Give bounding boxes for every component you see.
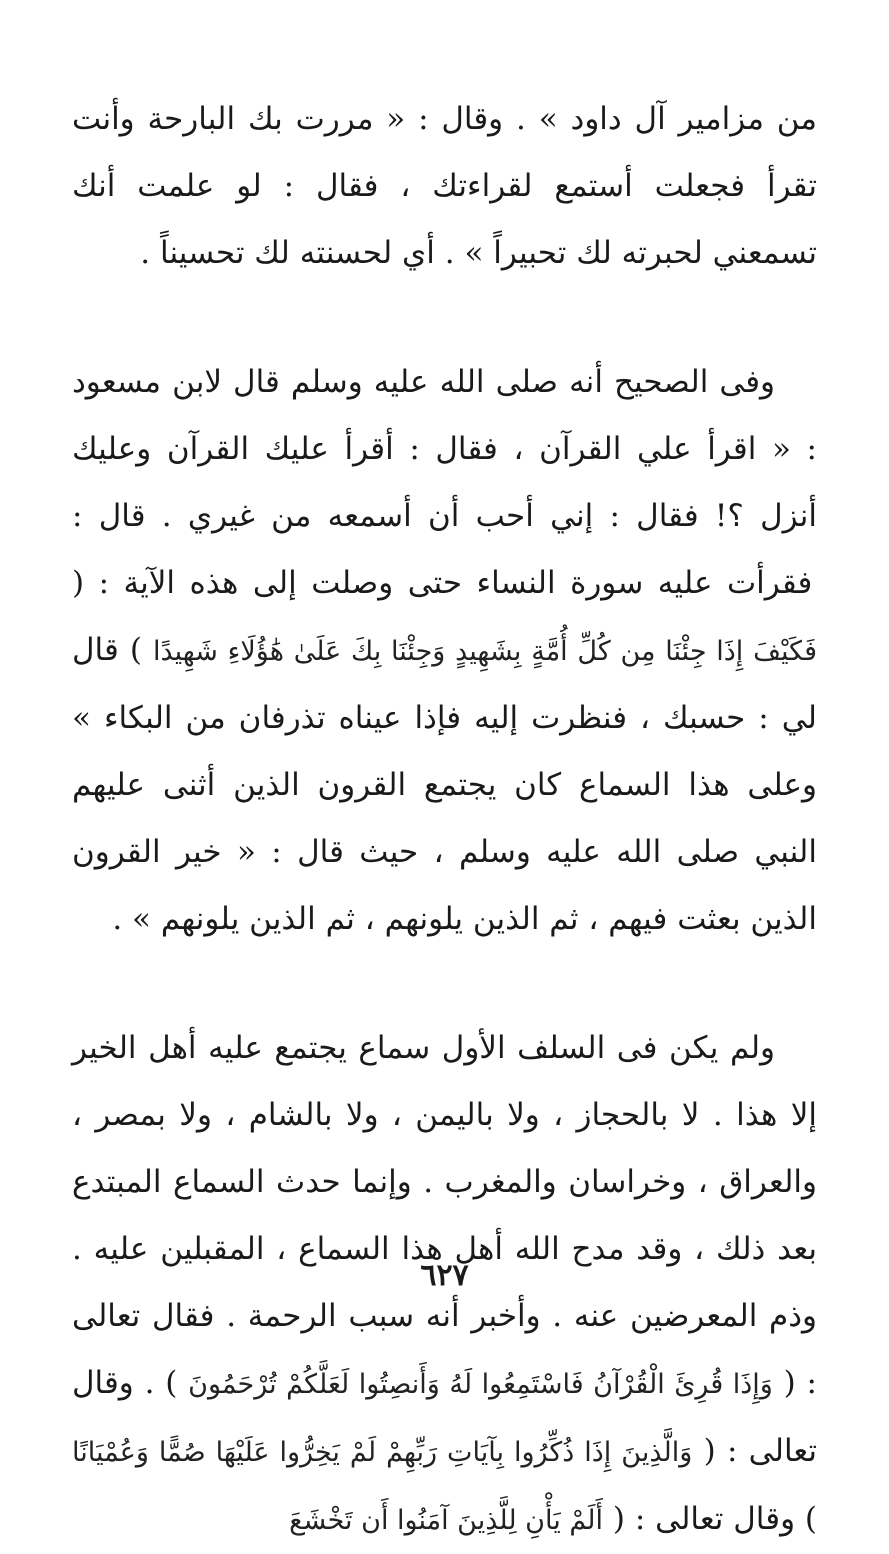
quran-verse-nisa: فَكَيْفَ إِذَا جِئْنَا مِن كُلِّ أُمَّةٍ بِشَهِيدٍ وَجِئْنَا بِكَ عَلَىٰ هَٰؤُلَاءِ شَهِيدًا [152,636,817,667]
paragraph-1 [72,86,817,287]
quran-verse-furqan: وَالَّذِينَ إِذَا ذُكِّرُوا بِآيَاتِ رَبِّهِمْ لَمْ يَخِرُّوا عَلَيْهَا صُمًّا وَعُمْيَانًا [72,1437,693,1468]
paragraph-1-text: من مزامير آل داود » . وقال : « مررت بك البارحة وأنت تقرأ فجعلت أستمع لقراءتك ، فقال : لو علمت أنك تسمعني لحبرته لك تحبيراً » . أي لحسنته لك تحسيناً . [72,101,817,271]
quran-verse-hadid: أَلَمْ يَأْنِ لِلَّذِينَ آمَنُوا أَن تَخْشَعَ [289,1505,604,1536]
page-number: ٦٢٧ [420,1258,469,1293]
paragraph-3-text-c: ) وقال تعالى : ( [603,1501,817,1537]
paragraph-2-text-a: وفى الصحيح أنه صلى الله عليه وسلم قال لابن مسعود : « اقرأ علي القرآن ، فقال : أقرأ عليك القرآن وعليك أنزل ؟! فقال : إني أحب أن أسمعه من غيري . قال : فقرأت عليه سورة النساء حتى وصلت إلى هذه الآية : ( [72,364,817,601]
paragraph-3-text-b: ) . وقال تعالى : ( [72,1365,817,1469]
quran-verse-araf: وَإِذَا قُرِئَ الْقُرْآنُ فَاسْتَمِعُوا لَهُ وَأَنصِتُوا لَعَلَّكُمْ تُرْحَمُونَ [188,1369,773,1400]
paragraph-2 [72,349,817,953]
paragraph-2-text-b: ) قال لي : حسبك ، فنظرت إليه فإذا عيناه تذرفان من البكاء » وعلى هذا السماع كان يجتمع القرون الذين أثنى عليهم النبي صلى الله عليه وسلم ، حيث قال : « خير القرون الذين بعثت فيهم ، ثم الذين يلونهم ، ثم الذين يلونهم » . [72,632,817,937]
paragraph-3-text-a: ولم يكن فى السلف الأول سماع يجتمع عليه أهل الخير إلا هذا . لا بالحجاز ، ولا باليمن ، ولا بالشام ، ولا بمصر ، والعراق ، وخراسان والمغرب . وإنما حدث السماع المبتدع بعد ذلك ، وقد مدح الله أهل هذا السماع ، المقبلين عليه . وذم المعرضين عنه . وأخبر أنه سبب الرحمة . فقال تعالى : ( [72,1030,817,1401]
